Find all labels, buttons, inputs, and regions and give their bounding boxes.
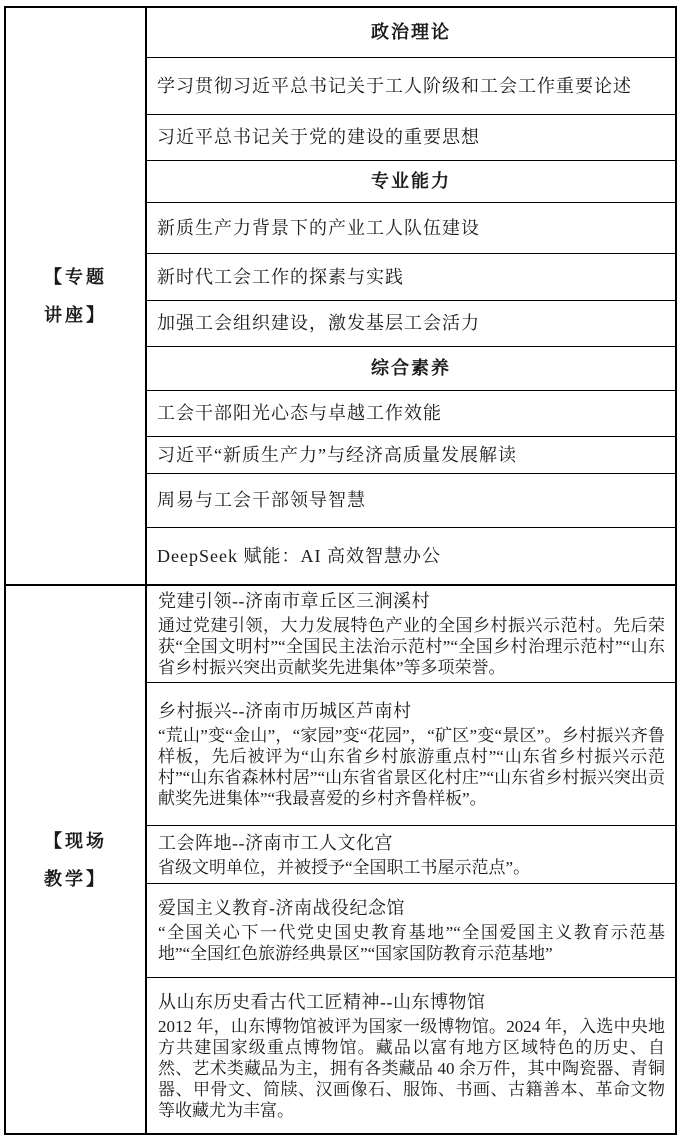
site-description: “全国关心下一代党史国史教育基地”“全国爱国主义教育示范基地”“全国红色旅游经典景区”“国家国防教育示范基地” [158, 923, 665, 963]
site-description: 省级文明单位，并被授予“全国职工书屋示范点”。 [158, 857, 531, 877]
lecture-topic: DeepSeek 赋能：AI 高效智慧办公 [147, 527, 675, 584]
lecture-topic: 周易与工会干部领导智慧 [147, 473, 675, 527]
category-header: 政治理论 [371, 22, 451, 42]
site-block [147, 883, 675, 977]
section-lectures [6, 8, 675, 584]
section-label-line: 【现场 [44, 830, 107, 851]
lecture-topic: 新质生产力背景下的产业工人队伍建设 [147, 202, 675, 253]
category-header: 综合素养 [147, 346, 675, 390]
lecture-topic: 习近平总书记关于党的建设的重要思想 [147, 114, 675, 160]
site-title: 从山东历史看古代工匠精神--山东博物馆 [158, 991, 486, 1012]
lecture-topic: 学习贯彻习近平总书记关于工人阶级和工会工作重要论述 [147, 57, 675, 114]
site-title: 乡村振兴--济南市历城区芦南村 [158, 700, 412, 721]
section-field-teaching [6, 584, 675, 1133]
section-label-field-teaching [6, 586, 147, 1133]
lecture-topic: 习近平“新质生产力”与经济高质量发展解读 [147, 436, 675, 473]
site-title: 党建引领--济南市章丘区三涧溪村 [158, 591, 430, 611]
field-teaching-blocks [147, 586, 675, 1133]
section-label-line: 讲座】 [44, 305, 107, 325]
lecture-topic: 加强工会组织建设，激发基层工会活力 [147, 300, 675, 346]
lecture-topic: 新时代工会工作的探素与实践 [147, 253, 675, 300]
site-block [147, 977, 675, 1133]
site-description: 2012 年，山东博物馆被评为国家一级博物馆。2024 年，入选中央地方共建国家级重点博物馆。藏品以富有地方区域特色的历史、自然、艺术类藏品为主，拥有各类藏品 40 余万件，其中陶瓷器、青铜器、甲骨文、简牍、汉画像石、服饰、书画、古籍善本、革命文物等收藏尤为丰富。 [158, 1016, 665, 1120]
section-label-line: 【专题 [44, 267, 107, 287]
section-label-lectures [6, 8, 147, 584]
category-header: 专业能力 [147, 160, 675, 202]
section-label-line: 教学】 [44, 868, 107, 889]
lecture-topic: 工会干部阳光心态与卓越工作效能 [147, 390, 675, 436]
site-title: 爱国主义教育-济南战役纪念馆 [158, 898, 405, 918]
site-block [147, 825, 675, 883]
site-title: 工会阵地--济南市工人文化宫 [158, 832, 393, 853]
site-description: “荒山”变“金山”，“家园”变“花园”，“矿区”变“景区”。乡村振兴齐鲁样板，先后被评为“山东省乡村旅游重点村”“山东省乡村振兴示范村”“山东省森林村居”“山东省省景区化村庄”“山东省乡村振兴突出贡献奖先进集体”“我最喜爱的乡村齐鲁样板”。 [158, 725, 665, 808]
site-description: 通过党建引领，大力发展特色产业的全国乡村振兴示范村。先后荣获“全国文明村”“全国民主法治示范村”“全国乡村治理示范村”“山东省乡村振兴突出贡献奖先进集体”等多项荣誉。 [158, 616, 665, 677]
lectures-rows [147, 8, 675, 584]
site-block [147, 682, 675, 825]
site-block [147, 586, 675, 682]
curriculum-table [4, 6, 677, 1135]
